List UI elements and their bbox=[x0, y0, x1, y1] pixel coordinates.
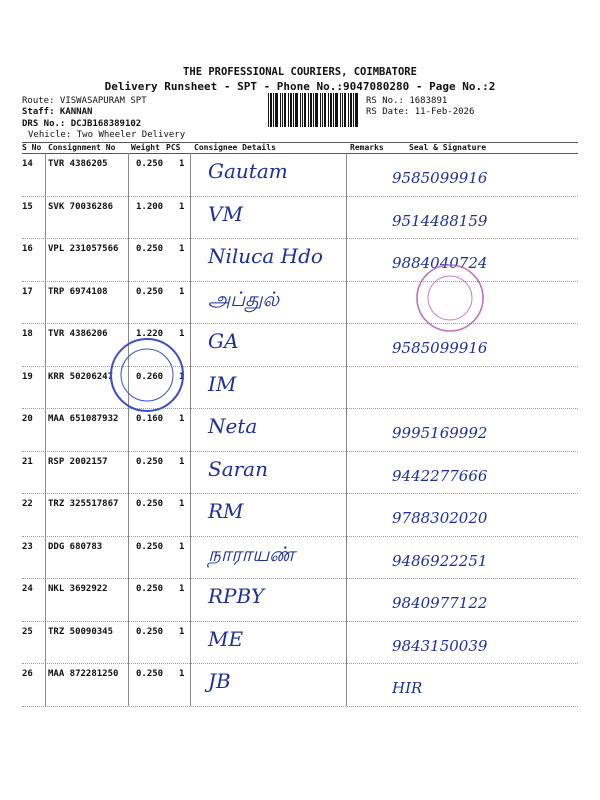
barcode-bar bbox=[342, 93, 343, 127]
col-remarks: Remarks bbox=[350, 143, 384, 152]
barcode-bar bbox=[315, 93, 318, 127]
row-signature-handwriting: 9840977122 bbox=[392, 594, 488, 612]
barcode-bar bbox=[353, 93, 354, 127]
rs-date-label: RS Date: 11-Feb-2026 bbox=[366, 107, 475, 117]
barcode-bar bbox=[282, 93, 283, 127]
rs-no-label: RS No.: 1683891 bbox=[366, 96, 448, 106]
row-signature-handwriting: HIR bbox=[392, 679, 423, 697]
row-consignee-handwriting: Neta bbox=[208, 414, 258, 438]
row-consignee-handwriting: Gautam bbox=[208, 159, 288, 183]
barcode-bar bbox=[308, 93, 309, 127]
row-weight: 0.160 bbox=[136, 414, 164, 424]
row-pcs: 1 bbox=[179, 626, 185, 637]
barcode-bar bbox=[295, 93, 298, 127]
row-consignee-handwriting: VM bbox=[208, 201, 243, 226]
row-divider bbox=[22, 451, 578, 452]
barcode-bar bbox=[293, 93, 294, 127]
row-sno: 25 bbox=[22, 626, 33, 637]
row-sno: 19 bbox=[22, 371, 33, 382]
row-consignment: NKL 3692922 bbox=[48, 584, 108, 594]
row-weight: 0.250 bbox=[136, 244, 164, 254]
column-divider bbox=[346, 153, 347, 706]
row-consignee-handwriting: Niluca Hdo bbox=[208, 244, 323, 268]
receiver-seal-stamp bbox=[414, 262, 486, 334]
row-sno: 21 bbox=[22, 456, 33, 467]
company-title: THE PROFESSIONAL COURIERS, COIMBATORE bbox=[183, 66, 417, 78]
column-divider bbox=[128, 153, 129, 706]
barcode-bar bbox=[322, 93, 323, 127]
barcode-bar bbox=[328, 93, 329, 127]
row-pcs: 1 bbox=[179, 201, 185, 212]
col-signature: Seal & Signature bbox=[409, 143, 487, 152]
staff-label: Staff: KANNAN bbox=[22, 107, 93, 117]
barcode-bar bbox=[304, 93, 306, 127]
row-consignee-handwriting: Saran bbox=[208, 456, 268, 481]
barcode-bar bbox=[350, 93, 352, 127]
barcode-bar bbox=[270, 93, 272, 127]
row-pcs: 1 bbox=[179, 456, 185, 467]
row-pcs: 1 bbox=[179, 414, 185, 424]
row-pcs: 1 bbox=[179, 584, 185, 594]
col-consignment: Consignment No bbox=[48, 143, 116, 152]
barcode-bar bbox=[288, 93, 289, 127]
row-signature-handwriting: 9486922251 bbox=[392, 551, 488, 570]
barcode-bar bbox=[313, 93, 314, 127]
row-sno: 17 bbox=[22, 286, 33, 297]
row-divider bbox=[22, 578, 578, 579]
row-divider bbox=[22, 493, 578, 494]
row-sno: 14 bbox=[22, 159, 33, 169]
barcode-bar bbox=[355, 93, 358, 127]
row-signature-handwriting: 9884040724 bbox=[392, 254, 488, 272]
row-pcs: 1 bbox=[179, 499, 185, 509]
barcode-bar bbox=[300, 93, 301, 127]
barcode-bar bbox=[275, 93, 278, 127]
runsheet-subtitle: Delivery Runsheet - SPT - Phone No.:9047080280 - Page No.:2 bbox=[104, 80, 496, 93]
row-pcs: 1 bbox=[179, 669, 185, 679]
row-sno: 23 bbox=[22, 541, 33, 552]
row-divider bbox=[22, 323, 578, 324]
row-consignee-handwriting: JB bbox=[208, 669, 231, 693]
row-weight: 0.250 bbox=[136, 456, 164, 467]
row-pcs: 1 bbox=[179, 286, 185, 297]
row-pcs: 1 bbox=[179, 541, 185, 552]
row-weight: 0.250 bbox=[136, 669, 164, 679]
row-sno: 24 bbox=[22, 584, 33, 594]
row-weight: 0.260 bbox=[136, 371, 164, 382]
row-signature-handwriting: 9585099916 bbox=[392, 339, 488, 357]
row-weight: 0.250 bbox=[136, 159, 164, 169]
row-consignee-handwriting: நாராயண் bbox=[208, 541, 295, 566]
row-sno: 26 bbox=[22, 669, 33, 679]
barcode-bar bbox=[324, 93, 326, 127]
barcode-bar bbox=[335, 93, 338, 127]
row-divider bbox=[22, 196, 578, 197]
barcode-bar bbox=[340, 93, 341, 127]
row-weight: 1.200 bbox=[136, 201, 164, 212]
row-signature-handwriting: 9585099916 bbox=[392, 169, 488, 187]
col-weight: Weight bbox=[131, 143, 160, 152]
row-divider bbox=[22, 706, 578, 707]
row-consignment: TVR 4386206 bbox=[48, 329, 108, 339]
row-consignee-handwriting: RPBY bbox=[208, 584, 265, 608]
row-divider bbox=[22, 536, 578, 537]
row-consignment: TVR 4386205 bbox=[48, 159, 108, 169]
column-divider bbox=[45, 153, 46, 706]
col-pcs: PCS bbox=[166, 143, 181, 152]
header-top-rule bbox=[22, 142, 578, 143]
route-label: Route: VISWASAPURAM SPT bbox=[22, 96, 147, 106]
row-sno: 15 bbox=[22, 201, 33, 212]
barcode-bar bbox=[310, 93, 312, 127]
vehicle-label: Vehicle: Two Wheeler Delivery bbox=[28, 130, 186, 140]
row-consignee-handwriting: IM bbox=[208, 371, 237, 396]
row-consignment: MAA 651087932 bbox=[48, 414, 119, 424]
row-pcs: 1 bbox=[179, 159, 185, 169]
row-consignment: TRZ 50090345 bbox=[48, 626, 114, 637]
row-consignment: VPL 231057566 bbox=[48, 244, 119, 254]
row-consignee-handwriting: GA bbox=[208, 329, 239, 353]
row-consignment: RSP 2002157 bbox=[48, 456, 108, 467]
row-signature-handwriting: 9843150039 bbox=[392, 636, 488, 655]
row-sno: 22 bbox=[22, 499, 33, 509]
barcode-bar bbox=[273, 93, 274, 127]
row-sno: 20 bbox=[22, 414, 33, 424]
row-consignment: MAA 872281250 bbox=[48, 669, 119, 679]
row-signature-handwriting: 9995169992 bbox=[392, 424, 488, 442]
row-consignment: TRP 6974108 bbox=[48, 286, 108, 297]
barcode-bar bbox=[302, 93, 303, 127]
row-sno: 16 bbox=[22, 244, 33, 254]
row-signature-handwriting: 9788302020 bbox=[392, 509, 488, 527]
column-divider bbox=[190, 153, 191, 706]
barcode-bar bbox=[280, 93, 281, 127]
drs-label: DRS No.: DCJB168389102 bbox=[22, 119, 142, 129]
barcode-bar bbox=[344, 93, 346, 127]
row-consignee-handwriting: அப்துல் bbox=[208, 286, 280, 311]
row-divider bbox=[22, 408, 578, 409]
row-pcs: 1 bbox=[179, 371, 185, 382]
barcode-bar bbox=[290, 93, 292, 127]
row-weight: 0.250 bbox=[136, 499, 164, 509]
barcode-image bbox=[268, 93, 360, 127]
col-consignee: Consignee Details bbox=[194, 143, 276, 152]
row-consignment: KRR 50206247 bbox=[48, 371, 114, 382]
row-sno: 18 bbox=[22, 329, 33, 339]
row-consignee-handwriting: RM bbox=[208, 499, 244, 523]
row-divider bbox=[22, 366, 578, 367]
row-divider bbox=[22, 621, 578, 622]
barcode-bar bbox=[284, 93, 286, 127]
col-sno: S No bbox=[22, 143, 42, 152]
row-divider bbox=[22, 281, 578, 282]
row-pcs: 1 bbox=[179, 329, 185, 339]
row-divider bbox=[22, 663, 578, 664]
barcode-bar bbox=[268, 93, 269, 127]
row-weight: 1.220 bbox=[136, 329, 164, 339]
company-seal-stamp bbox=[108, 336, 186, 414]
barcode-bar bbox=[320, 93, 321, 127]
barcode-bar bbox=[348, 93, 349, 127]
row-signature-handwriting: 9442277666 bbox=[392, 466, 488, 485]
barcode-bar bbox=[333, 93, 334, 127]
header-bottom-rule bbox=[22, 153, 578, 154]
row-divider bbox=[22, 238, 578, 239]
row-pcs: 1 bbox=[179, 244, 185, 254]
row-weight: 0.250 bbox=[136, 626, 164, 637]
barcode-bar bbox=[330, 93, 332, 127]
row-consignment: DDG 680783 bbox=[48, 541, 103, 552]
row-consignment: SVK 70036286 bbox=[48, 201, 114, 212]
row-consignee-handwriting: ME bbox=[208, 626, 244, 651]
row-consignment: TRZ 325517867 bbox=[48, 499, 119, 509]
row-weight: 0.250 bbox=[136, 584, 164, 594]
row-signature-handwriting: 9514488159 bbox=[392, 211, 488, 230]
row-weight: 0.250 bbox=[136, 541, 164, 552]
row-weight: 0.250 bbox=[136, 286, 164, 297]
